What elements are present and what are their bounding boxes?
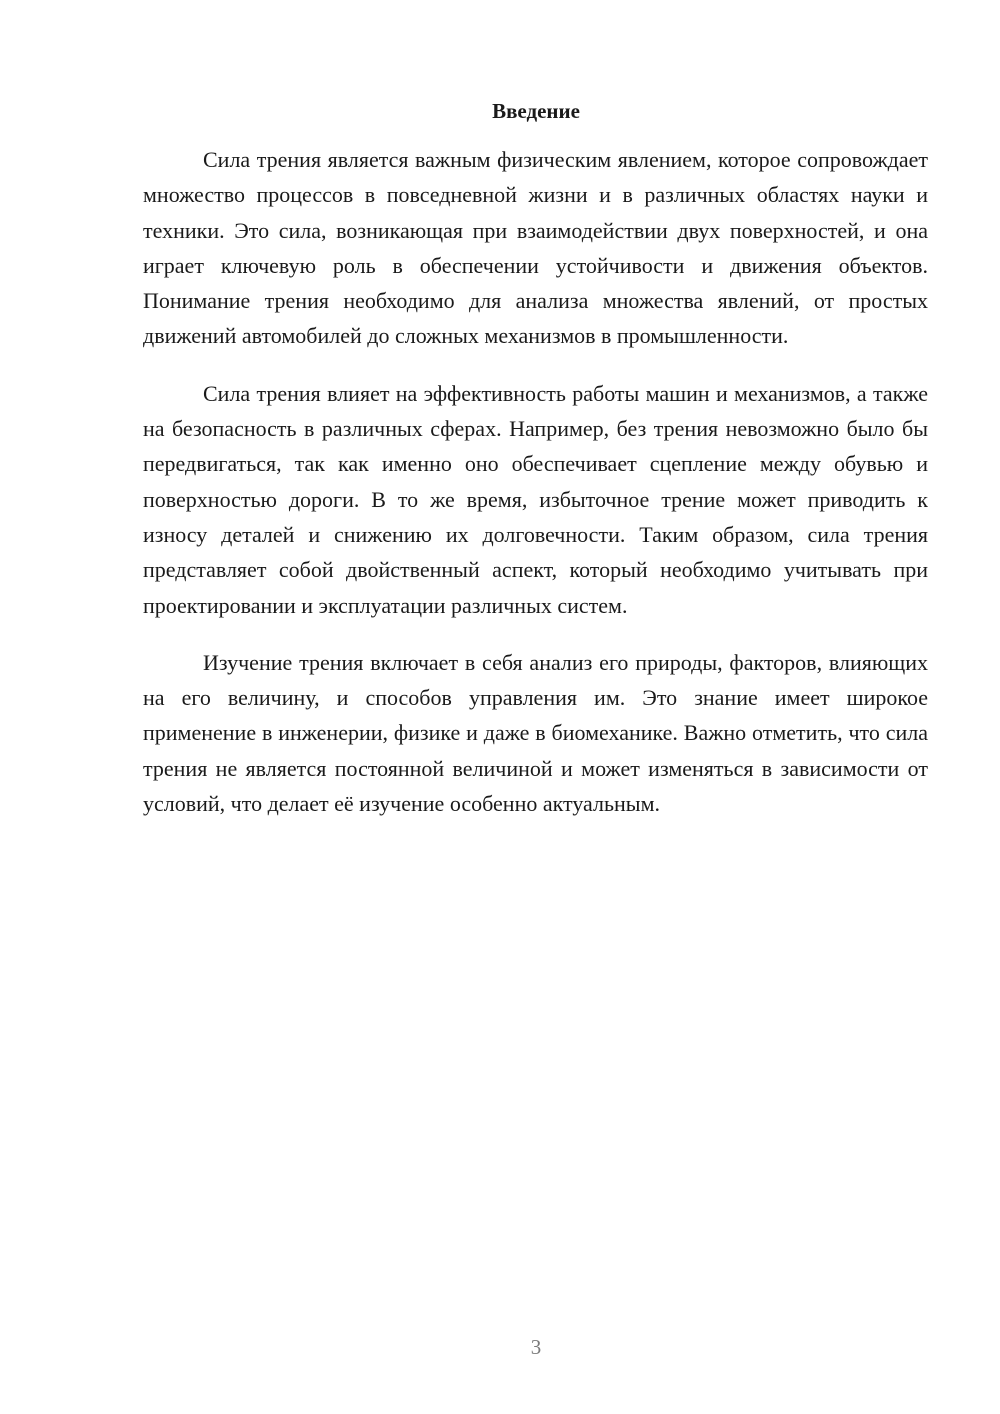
page-number: 3 [530,1335,542,1359]
paragraph-3: Изучение трения включает в себя анализ его природы, факторов, влияющих на его величину, и способов управления им. Это знание имеет широкое применение в инженерии, физике и даже в биомеханике. Важно отметить, что сила трения не является постоянной величиной и может изменяться в зависимости от условий, что делает её изучение особенно актуальным. [143,649,928,817]
body-text [143,142,928,843]
section-heading: Введение [492,99,580,123]
paragraph-2: Сила трения влияет на эффективность работы машин и механизмов, а также на безопасность в различных сферах. Например, без трения невозможно было бы передвигаться, так как именно оно обеспечивает сцепление между обувью и поверхностью дороги. В то же время, избыточное трение может приводить к износу деталей и снижению их долговечности. Таким образом, сила трения представляет собой двойственный аспект, который необходимо учитывать при проектировании и эксплуатации различных систем. [143,380,928,618]
paragraph-1: Сила трения является важным физическим явлением, которое сопровождает множество процессов в повседневной жизни и в различных областях науки и техники. Это сила, возникающая при взаимодействии двух поверхностей, и она играет ключевую роль в обеспечении устойчивости и движения объектов. Понимание трения необходимо для анализа множества явлений, от простых движений автомобилей до сложных механизмов в промышленности. [143,147,928,349]
